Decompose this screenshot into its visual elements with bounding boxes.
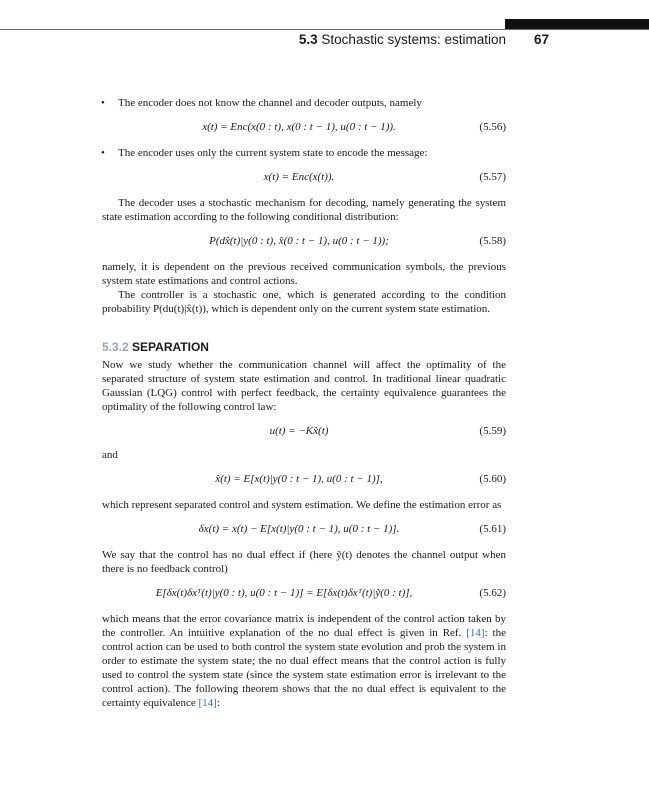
equation-5-59: [102, 424, 506, 438]
controller-paragraph: The controller is a stochastic one, which is generated according to the condition probability P(du(t)|x̂(t)), which is dependent only on the current system state estimation.: [102, 289, 506, 315]
equation-5-62: [102, 586, 506, 600]
equation-5-60: [102, 472, 506, 486]
equation-label: (5.56): [479, 121, 506, 133]
equation-5-56: [102, 120, 506, 134]
separation-paragraph: Now we study whether the communication channel will affect the optimality of the separated structure of system state estimation and control. In traditional linear quadratic Gaussian (LQG) control with perfect feedback, the certainty equivalence guarantees the optimality of the following control law:: [102, 359, 506, 413]
section-number: 5.3.2: [102, 340, 129, 354]
page-number: 67: [534, 32, 550, 47]
equation-label: (5.62): [479, 587, 506, 599]
equation-expression: x(t) = Enc(x(t)).: [263, 171, 335, 183]
dependence-paragraph: namely, it is dependent on the previous received communication symbols, the previous system state estimations and control actions.: [102, 261, 506, 287]
equation-label: (5.58): [479, 235, 506, 247]
equation-label: (5.59): [479, 425, 506, 437]
equation-expression: P(dx̂(t)|y(0 : t), x̂(0 : t − 1), u(0 : t − 1));: [209, 235, 389, 247]
bullet-item: [102, 96, 506, 110]
conclusion-text-end: :: [216, 697, 220, 709]
equation-expression: u(t) = −Kx̂(t): [269, 425, 329, 437]
section-heading: [102, 340, 506, 354]
section-title: SEPARATION: [132, 340, 209, 354]
bullet-item: [102, 146, 506, 160]
and-connector: and: [102, 449, 118, 461]
equation-expression: x̂(t) = E[x(t)|y(0 : t − 1), u(0 : t − 1)],: [215, 473, 383, 485]
decoder-paragraph: The decoder uses a stochastic mechanism for decoding, namely generating the system state estimation according to the following conditional distribution:: [102, 197, 506, 223]
equation-label: (5.60): [479, 473, 506, 485]
conclusion-paragraph: [102, 612, 506, 710]
bullet-text: The encoder does not know the channel and decoder outputs, namely: [118, 97, 422, 109]
conclusion-text-start: which means that the error covariance matrix is independent of the control action taken by the controller. An intuitive explanation of the no dual effect is given in Ref.: [102, 613, 506, 639]
estimation-paragraph: which represent separated control and system estimation. We define the estimation error as: [102, 499, 502, 511]
equation-expression: E[δx(t)δxᵀ(t)|y(0 : t), u(0 : t − 1)] = E[δx(t)δxᵀ(t)|ỹ(0 : t)],: [155, 587, 413, 599]
bullet-dot-icon: •: [101, 97, 105, 109]
conclusion-text-middle: : the control action can be used to both control the system state evolution and prob the system in order to estimate the system state; the no dual effect means that the control action is fully used to control the system state (since the system state estimation error is irrelevant to the control action). The following theorem shows that the no dual effect is equivalent to the certainty equivalence: [102, 627, 506, 709]
equation-label: (5.57): [479, 171, 506, 183]
equation-expression: δx(t) = x(t) − E[x(t)|y(0 : t − 1), u(0 : t − 1)].: [198, 523, 400, 535]
header-rule: [0, 29, 649, 30]
page-body: [102, 96, 506, 710]
bullet-text: The encoder uses only the current system state to encode the message:: [118, 147, 428, 159]
equation-5-58: [102, 234, 506, 248]
equation-expression: x(t) = Enc(x(0 : t), x(0 : t − 1), u(0 : t − 1)).: [202, 121, 396, 133]
equation-5-57: [102, 170, 506, 184]
reference-link-14[interactable]: [14]: [198, 697, 217, 709]
running-head-section-title: Stochastic systems: estimation: [321, 32, 506, 47]
header-bar: [505, 19, 649, 29]
equation-5-61: [102, 522, 506, 536]
equation-label: (5.61): [479, 523, 506, 535]
reference-link-14[interactable]: [14]: [466, 627, 485, 639]
dual-effect-paragraph: We say that the control has no dual effect if (here ỹ(t) denotes the channel output when there is no feedback control): [102, 549, 506, 575]
running-head-section-number: 5.3: [298, 32, 318, 47]
bullet-dot-icon: •: [101, 147, 105, 159]
running-head: [0, 32, 506, 47]
